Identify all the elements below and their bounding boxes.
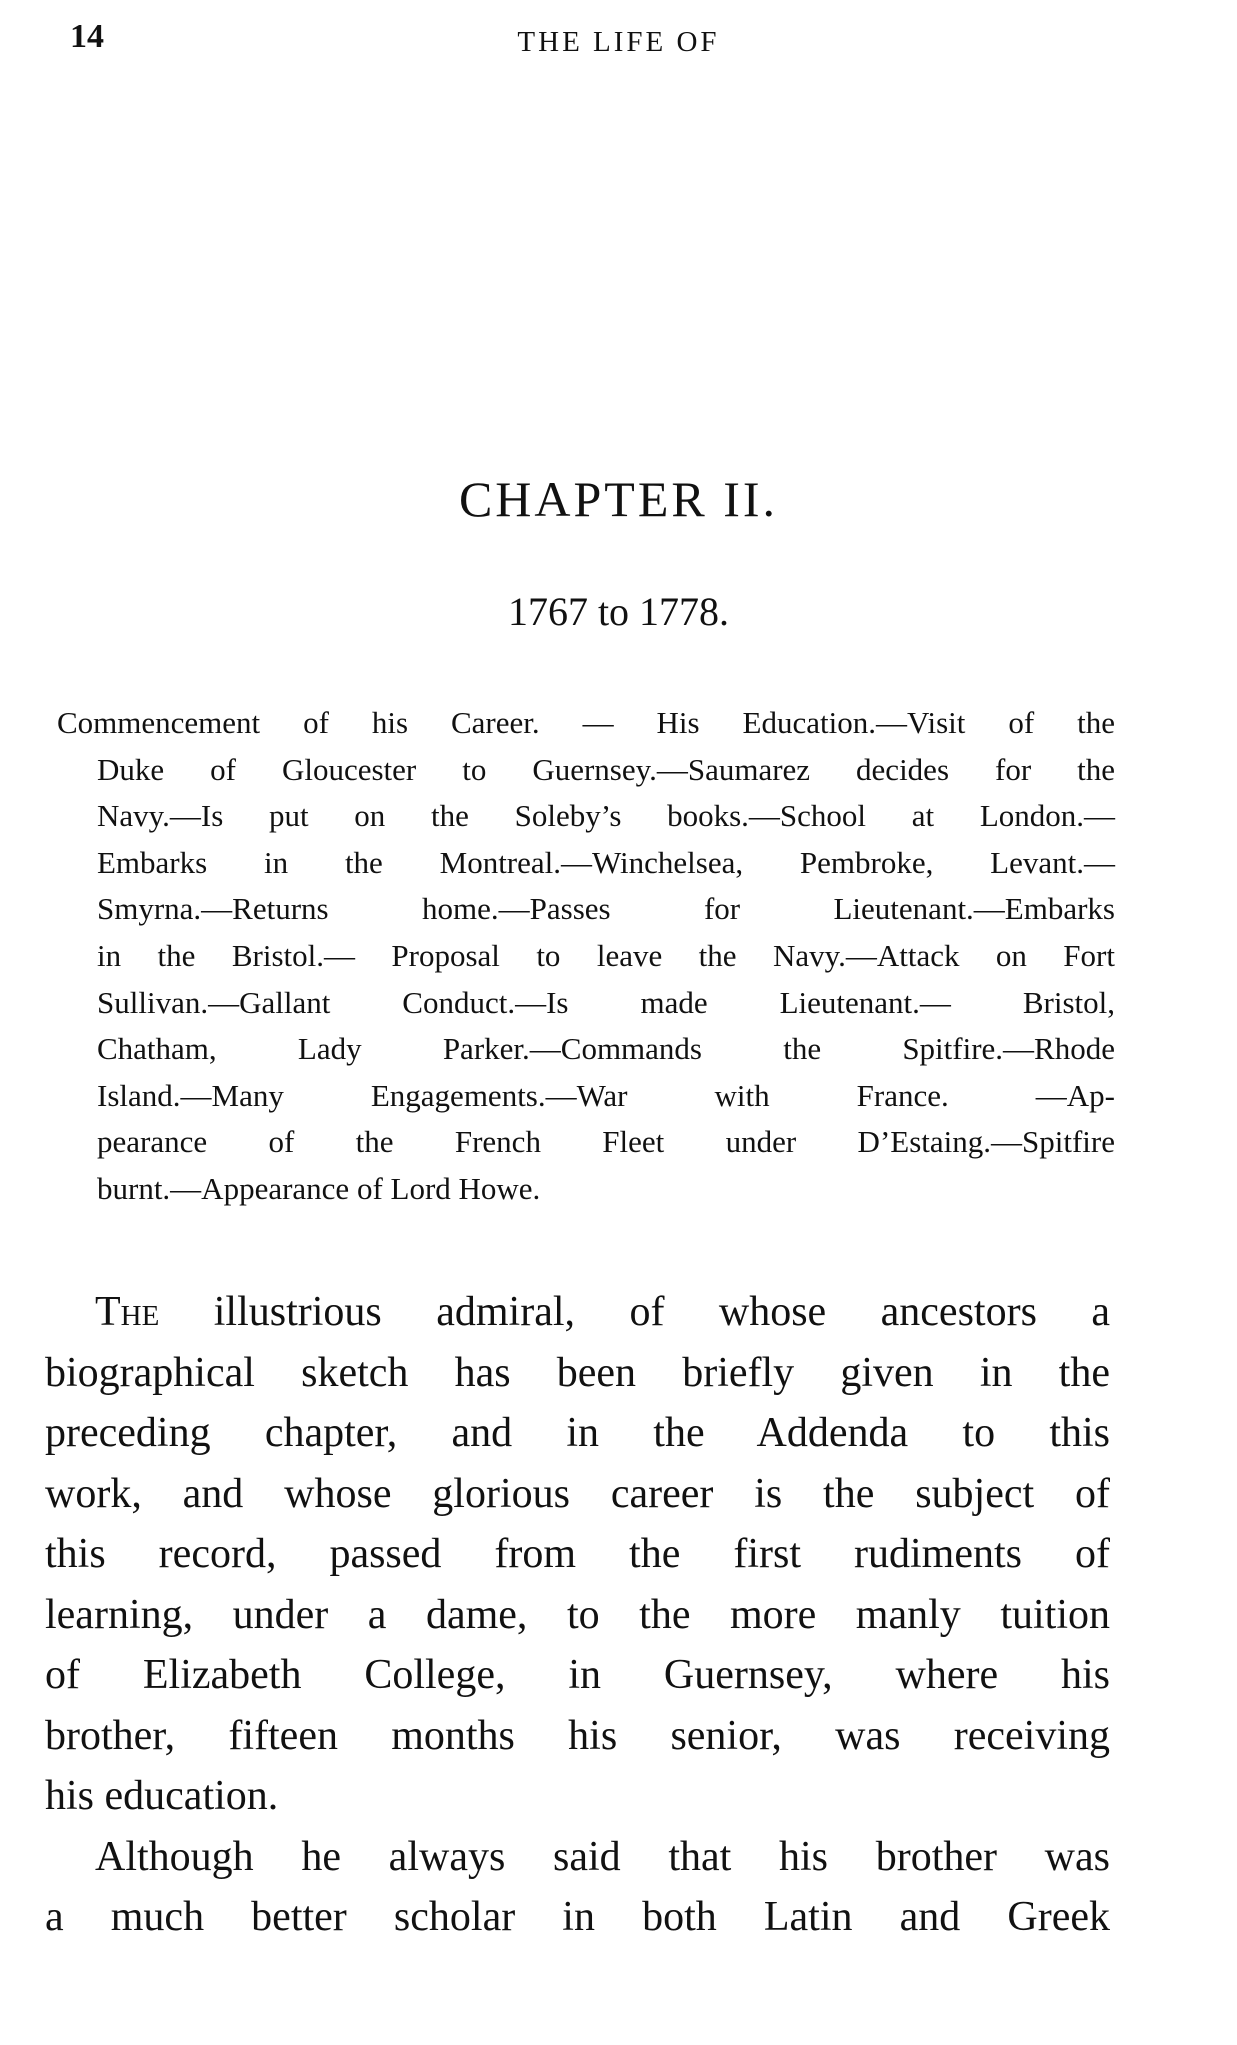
body-line: his education. bbox=[45, 1773, 279, 1819]
drop-word: The bbox=[95, 1289, 160, 1335]
chapter-title: CHAPTER II. bbox=[458, 471, 779, 527]
chapter-dates: 1767 to 1778. bbox=[507, 589, 730, 634]
summary-line: Sullivan.—Gallant Conduct.—Is made Lieutenant.— Bristol, bbox=[97, 984, 1115, 1020]
body-text bbox=[45, 1282, 1110, 1948]
page-number: 14 bbox=[70, 18, 104, 55]
summary-line: Navy.—Is put on the Soleby’s books.—School at London.— bbox=[97, 798, 1115, 834]
summary-line: Duke of Gloucester to Guernsey.—Saumarez decides for the bbox=[97, 751, 1115, 787]
summary-line: Island.—Many Engagements.—War with France. —Ap- bbox=[97, 1077, 1115, 1113]
body-line: learning, under a dame, to the more manly tuition bbox=[45, 1591, 1110, 1638]
summary-line: burnt.—Appearance of Lord Howe. bbox=[97, 1170, 541, 1206]
body-line: of Elizabeth College, in Guernsey, where his bbox=[45, 1652, 1110, 1698]
summary-line: in the Bristol.— Proposal to leave the Navy.—Attack on Fort bbox=[97, 937, 1115, 973]
summary-line: Chatham, Lady Parker.—Commands the Spitfire.—Rhode bbox=[97, 1031, 1115, 1067]
summary-line: pearance of the French Fleet under D’Estaing.—Spitfire bbox=[97, 1124, 1115, 1160]
body-line: work, and whose glorious career is the subject of bbox=[45, 1470, 1110, 1517]
body-line: this record, passed from the first rudiments of bbox=[45, 1531, 1110, 1577]
body-line: biographical sketch has been briefly given in the bbox=[45, 1349, 1110, 1396]
body-line: a much better scholar in both Latin and Greek bbox=[45, 1894, 1110, 1940]
body-line-text: illustrious admiral, of whose ancestors a bbox=[159, 1289, 1110, 1335]
body-line: preceding chapter, and in the Addenda to this bbox=[45, 1410, 1110, 1456]
summary-line: Commencement of his Career. — His Education.—Visit of the bbox=[57, 705, 1115, 740]
body-line: brother, fifteen months his senior, was receiving bbox=[45, 1712, 1110, 1759]
summary-line: Embarks in the Montreal.—Winchelsea, Pembroke, Levant.— bbox=[97, 844, 1115, 880]
body-line: Although he always said that his brother was bbox=[95, 1833, 1110, 1880]
running-head: THE LIFE OF bbox=[517, 26, 720, 58]
summary-line: Smyrna.—Returns home.—Passes for Lieutenant.—Embarks bbox=[97, 891, 1115, 927]
body-line bbox=[45, 1282, 1110, 1343]
chapter-summary bbox=[57, 700, 1115, 1213]
